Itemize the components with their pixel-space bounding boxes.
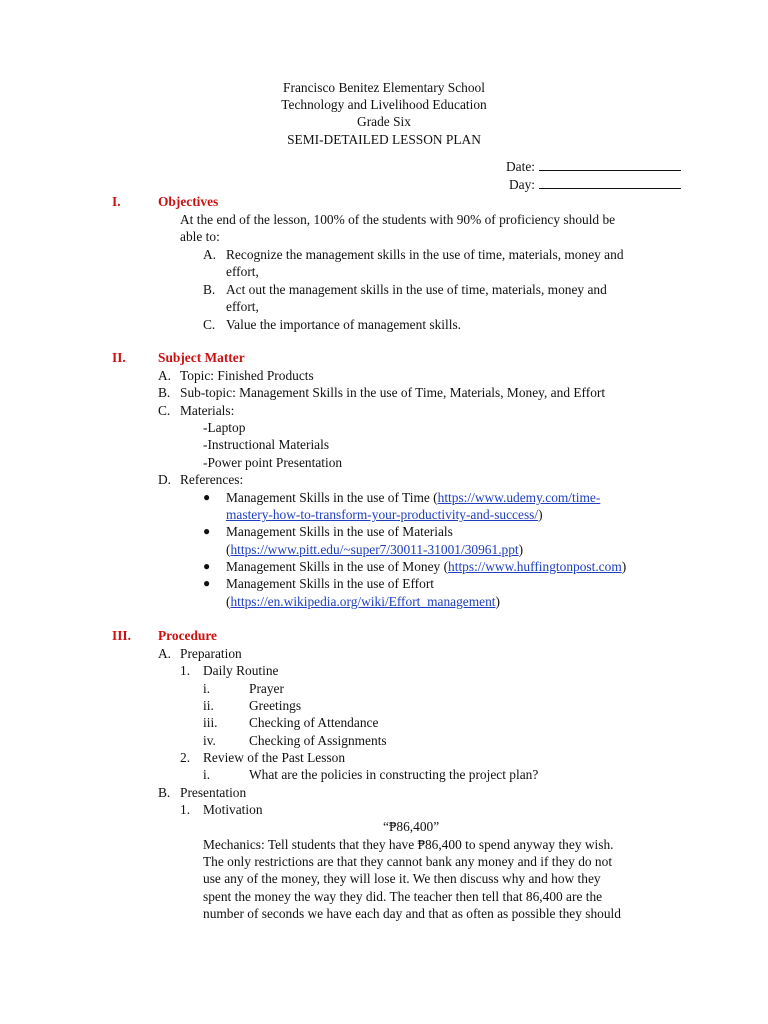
material-item: -Instructional Materials [203, 437, 330, 452]
review-text: Review of the Past Lesson [203, 750, 346, 765]
objectives-intro-2: able to: [180, 229, 220, 244]
plan-type: SEMI-DETAILED LESSON PLAN [287, 132, 481, 147]
subtopic-marker: B. [158, 385, 171, 400]
routine-item-assignments: Checking of Assignments [249, 733, 387, 748]
routine-item-marker: ii. [203, 698, 214, 713]
date-label: Date: [506, 159, 535, 174]
date-field[interactable] [506, 158, 681, 175]
reference-materials-text: Management Skills in the use of Materials [226, 524, 453, 539]
subject-matter-heading: Subject Matter [158, 350, 245, 365]
procedure-numeral: III. [112, 628, 131, 643]
materials-marker: C. [158, 403, 171, 418]
preparation-text: Preparation [180, 646, 242, 661]
procedure-heading: Procedure [158, 628, 218, 643]
references-marker: D. [158, 472, 172, 487]
topic-marker: A. [158, 368, 172, 383]
material-item: -Power point Presentation [203, 455, 343, 470]
reference-materials-link[interactable]: https://www.pitt.edu/~super7/30011-31001/30961.ppt [230, 542, 519, 557]
routine-item-greetings: Greetings [249, 698, 302, 713]
subtopic-text: Sub-topic: Management Skills in the use of Time, Materials, Money, and Effort [180, 385, 606, 400]
routine-item-marker: iii. [203, 715, 218, 730]
objectives-numeral: I. [112, 194, 121, 209]
objective-c-line1: Value the importance of management skills. [226, 317, 462, 332]
routine-text: Daily Routine [203, 663, 279, 678]
reference-effort-link[interactable]: https://en.wikipedia.org/wiki/Effort_management [230, 594, 496, 609]
subject-name: Technology and Livelihood Education [281, 97, 487, 112]
objective-c-marker: C. [203, 317, 216, 332]
materials-label: Materials: [180, 403, 235, 418]
bullet-icon: ● [203, 490, 211, 504]
day-field[interactable] [509, 176, 681, 193]
reference-time-cont [226, 506, 543, 523]
school-name: Francisco Benitez Elementary School [283, 80, 485, 95]
mechanics-line: number of seconds we have each day and that as often as possible they should [203, 906, 621, 921]
objective-b-line2: effort, [226, 299, 259, 314]
reference-effort-cont [226, 593, 500, 610]
subject-matter-numeral: II. [112, 350, 126, 365]
reference-materials-close: ) [518, 542, 524, 557]
mechanics-line: spent the money the way they did. The teacher then tell that 86,400 are the [203, 889, 603, 904]
reference-effort-close: ) [495, 594, 500, 609]
mechanics-line: The only restrictions are that they cannot bank any money and if they do not [203, 854, 613, 869]
bullet-icon: ● [203, 559, 211, 573]
review-item-marker: i. [203, 767, 211, 782]
mechanics-line: use any of the money, they will lose it. We then discuss why and how they [203, 871, 601, 886]
presentation-text: Presentation [180, 785, 247, 800]
objective-a-line1: Recognize the management skills in the use of time, materials, money and [226, 247, 624, 262]
reference-effort-open: ( [226, 594, 231, 609]
reference-money-text: Management Skills in the use of Money ( [226, 559, 449, 574]
mechanics-line: Mechanics: Tell students that they have ₱86,400 to spend anyway they wish. [203, 837, 614, 852]
references-label: References: [180, 472, 244, 487]
routine-item-marker: iv. [203, 733, 216, 748]
reference-time-link-1[interactable]: https://www.udemy.com/time- [437, 490, 601, 505]
reference-money-close: ) [621, 559, 627, 574]
routine-item-attendance: Checking of Attendance [249, 715, 379, 730]
motivation-text: Motivation [203, 802, 263, 817]
preparation-marker: A. [158, 646, 172, 661]
objectives-heading: Objectives [158, 194, 219, 209]
motivation-title: “₱86,400” [383, 819, 440, 834]
day-line [539, 176, 681, 189]
objective-b-line1: Act out the management skills in the use of time, materials, money and [226, 282, 607, 297]
objectives-intro-1: At the end of the lesson, 100% of the students with 90% of proficiency should be [180, 212, 616, 227]
material-item: -Laptop [203, 420, 246, 435]
presentation-marker: B. [158, 785, 171, 800]
day-label: Day: [509, 177, 536, 192]
bullet-icon: ● [203, 524, 211, 538]
review-item-text: What are the policies in constructing the project plan? [249, 767, 539, 782]
reference-materials-open: ( [226, 542, 231, 557]
objective-a-marker: A. [203, 247, 217, 262]
review-marker: 2. [180, 750, 191, 765]
reference-money-link[interactable]: https://www.huffingtonpost.com [448, 559, 622, 574]
motivation-marker: 1. [180, 802, 191, 817]
reference-materials-cont [226, 541, 523, 558]
routine-marker: 1. [180, 663, 191, 678]
reference-time-text: Management Skills in the use of Time ( [226, 490, 438, 505]
date-line [539, 158, 681, 171]
topic-text: Topic: Finished Products [180, 368, 314, 383]
reference-money [226, 558, 626, 575]
bullet-icon: ● [203, 576, 211, 590]
reference-time-close: ) [538, 507, 543, 522]
objective-b-marker: B. [203, 282, 216, 297]
routine-item-prayer: Prayer [249, 681, 284, 696]
reference-time [226, 489, 600, 506]
objective-a-line2: effort, [226, 264, 259, 279]
reference-time-link-2[interactable]: mastery-how-to-transform-your-productivity-and-success/ [226, 507, 539, 522]
grade-level: Grade Six [357, 114, 411, 129]
reference-effort-text: Management Skills in the use of Effort [226, 576, 435, 591]
routine-item-marker: i. [203, 681, 211, 696]
